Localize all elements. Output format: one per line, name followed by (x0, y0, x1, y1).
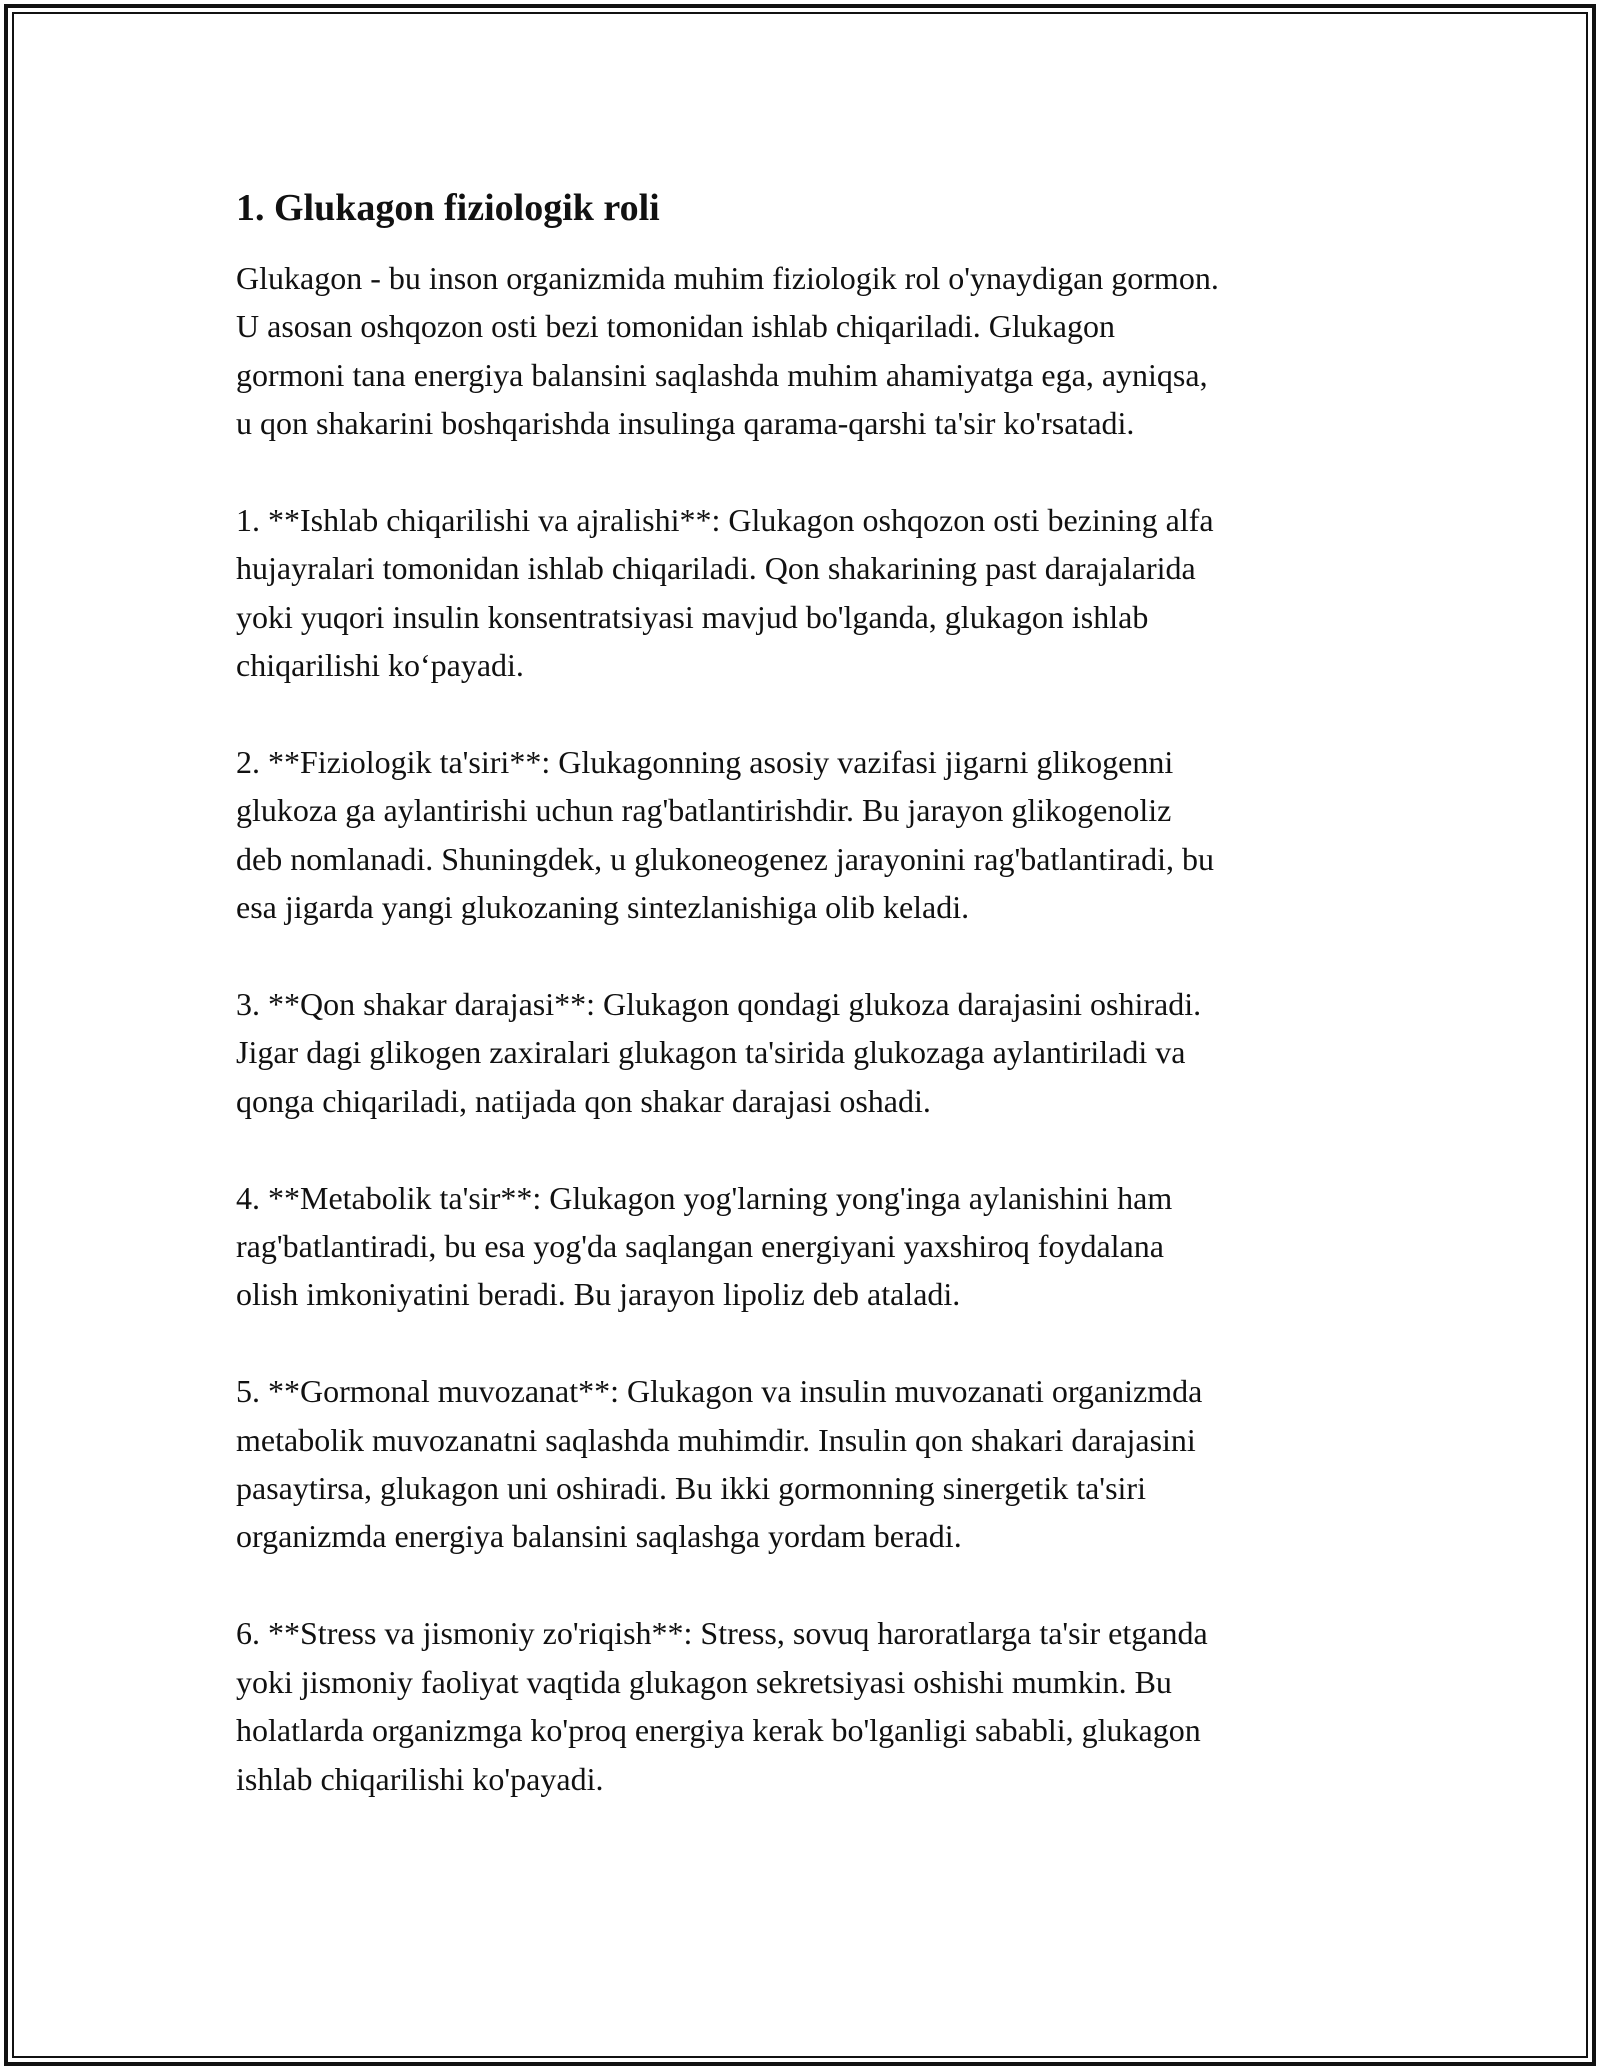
paragraph-line: 6. **Stress va jismoniy zo'riqish**: Stress, sovuq haroratlarga ta'sir etganda (236, 1615, 1208, 1652)
paragraph-line: chiqarilishi ko‘payadi. (236, 647, 524, 684)
section-title: 1. Glukagon fiziologik roli (236, 187, 660, 229)
paragraph-line: u qon shakarini boshqarishda insulinga qarama-qarshi ta'sir ko'rsatadi. (236, 405, 1135, 442)
paragraph-line: yoki jismoniy faoliyat vaqtida glukagon sekretsiyasi oshishi mumkin. Bu (236, 1663, 1172, 1700)
list-item-blood-sugar (236, 980, 1376, 1125)
paragraph-line: Glukagon - bu inson organizmida muhim fiziologik rol o'ynaydigan gormon. (236, 260, 1219, 296)
paragraph-line: Jigar dagi glikogen zaxiralari glukagon ta'sirida glukozaga aylantiriladi va (236, 1034, 1186, 1071)
paragraph-line: deb nomlanadi. Shuningdek, u glukoneogenez jarayonini rag'batlantiradi, bu (236, 840, 1214, 877)
paragraph-line: organizmda energiya balansini saqlashga yordam beradi. (236, 1518, 962, 1555)
paragraph-line: esa jigarda yangi glukozaning sintezlanishiga olib keladi. (236, 889, 970, 926)
paragraph-line: yoki yuqori insulin konsentratsiyasi mavjud bo'lganda, glukagon ishlab (236, 598, 1149, 635)
paragraph-line: 5. **Gormonal muvozanat**: Glukagon va insulin muvozanati organizmda (236, 1373, 1203, 1410)
list-item-production (236, 496, 1376, 690)
paragraph-line: 4. **Metabolik ta'sir**: Glukagon yog'larning yong'inga aylanishini ham (236, 1179, 1173, 1216)
list-item-physiological-effect (236, 738, 1376, 932)
list-item-hormonal-balance (236, 1367, 1376, 1561)
paragraph-line: metabolik muvozanatni saqlashda muhimdir. Insulin qon shakari darajasini (236, 1421, 1196, 1458)
paragraph-line: ishlab chiqarilishi ko'payadi. (236, 1760, 604, 1797)
paragraph-line: gormoni tana energiya balansini saqlashda muhim ahamiyatga ega, ayniqsa, (236, 356, 1208, 393)
list-item-metabolic-effect (236, 1174, 1376, 1319)
list-item-stress (236, 1609, 1376, 1803)
paragraph-line: rag'batlantiradi, bu esa yog'da saqlangan energiyani yaxshiroq foydalana (236, 1228, 1164, 1265)
paragraph-line: qonga chiqariladi, natijada qon shakar darajasi oshadi. (236, 1082, 931, 1119)
intro-paragraph (236, 254, 1376, 448)
paragraph-line: glukoza ga aylantirishi uchun rag'batlantirishdir. Bu jarayon glikogenoliz (236, 792, 1172, 829)
paragraph-line: 1. **Ishlab chiqarilishi va ajralishi**: Glukagon oshqozon osti bezining alfa (236, 502, 1214, 539)
paragraph-line: olish imkoniyatini beradi. Bu jarayon lipoliz deb ataladi. (236, 1276, 961, 1313)
paragraph-line: holatlarda organizmga ko'proq energiya kerak bo'lganligi sababli, glukagon (236, 1712, 1201, 1749)
paragraph-line: U asosan oshqozon osti bezi tomonidan ishlab chiqariladi. Glukagon (236, 308, 1115, 345)
paragraph-line: 2. **Fiziologik ta'siri**: Glukagonning asosiy vazifasi jigarni glikogenni (236, 744, 1174, 781)
document-body (236, 180, 1376, 1851)
paragraph-line: 3. **Qon shakar darajasi**: Glukagon qondagi glukoza darajasini oshiradi. (236, 986, 1202, 1023)
paragraph-line: pasaytirsa, glukagon uni oshiradi. Bu ikki gormonning sinergetik ta'siri (236, 1470, 1146, 1507)
paragraph-line: hujayralari tomonidan ishlab chiqariladi. Qon shakarining past darajalarida (236, 550, 1196, 587)
